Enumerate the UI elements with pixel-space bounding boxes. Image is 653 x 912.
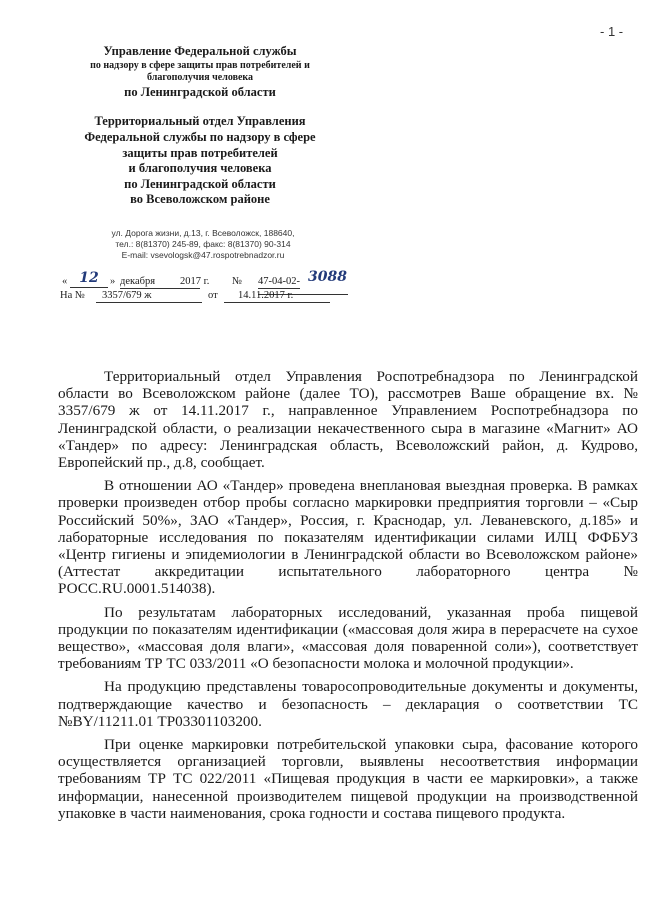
body-paragraph: На продукцию представлены товаросопроводительные документы и документы, подтверждающие качество и безопасность – декларация о соответствии ТС №BY/11211.01 ТР03301103200. bbox=[58, 678, 638, 730]
dept-line: и благополучия человека bbox=[128, 161, 272, 176]
reg-month: декабря bbox=[120, 276, 200, 289]
org-line: Управление Федеральной службы bbox=[103, 44, 297, 58]
org-line: по надзору в сфере защиты прав потребителей и bbox=[90, 59, 310, 71]
reg-day: 12 bbox=[70, 270, 108, 288]
dept-line: по Ленинградской области bbox=[124, 176, 276, 191]
address-line: ул. Дорога жизни, д.13, г. Всеволожск, 188640, bbox=[111, 228, 295, 238]
reg-number-handwritten: 3088 bbox=[308, 269, 347, 285]
body-paragraph: По результатам лабораторных исследований, указанная проба пищевой продукции по показателям идентификации («массовая доля жира в перерасчете на сухое вещество», «массовая доля влаги», «массовая доля поваренной соли»), соответствует требованиям ТР ТС 033/2011 «О безопасности молока и молочной продукции». bbox=[58, 603, 638, 673]
org-line: благополучия человека bbox=[146, 72, 254, 84]
address-block bbox=[108, 228, 298, 261]
body-paragraph: В отношении АО «Тандер» проведена внеплановая выездная проверка. В рамках проверки произведен отбор пробы согласно маркировки предприятия торговли – «Сыр Российский 50%», ЗАО «Тандер», Россия, г. Краснодар, ул. Леваневского, д.185» и лабораторные исследования по показателям идентификации силами ИЛЦ ФФБУЗ «Центр гигиены и эпидемиологии в Ленинградской области во Всеволожском районе» (Аттестат аккредитации испытательного лабораторного центра № РОСС.RU.0001.514038). bbox=[58, 477, 638, 598]
dept-line: Территориальный отдел Управления bbox=[94, 114, 306, 129]
ref-date: 14.11.2017 г. bbox=[224, 290, 330, 303]
reg-number-prefix: 47-04-02- bbox=[258, 276, 300, 287]
org-line: по Ленинградской области bbox=[124, 84, 276, 99]
dept-line: во Всеволожском районе bbox=[130, 192, 270, 207]
letter-body bbox=[58, 368, 638, 828]
dept-line: защиты прав потребителей bbox=[122, 145, 278, 160]
reg-number-label: № bbox=[232, 276, 243, 287]
page-number: - 1 - bbox=[600, 24, 624, 39]
email-line: E-mail: vsevologsk@47.rospotrebnadzor.ru bbox=[121, 250, 285, 261]
phone-line: тел.: 8(81370) 245-89, факс: 8(81370) 90-314 bbox=[115, 239, 291, 250]
ref-date-label: от bbox=[208, 290, 218, 301]
body-paragraph: Территориальный отдел Управления Роспотребнадзора по Ленинградской области во Всеволожском районе (далее ТО), рассмотрев Ваше обращение вх. № 3357/679 ж от 14.11.2017 г., направленное Управлением Роспотребнадзора по Ленинградской области, о реализации некачественного сыра в магазине «Магнит» АО «Тандер» по адресу: Ленинградская область, Всеволожский район, д. Кудрово, Европейский пр., д.8, сообщает. bbox=[58, 368, 638, 472]
ref-number: 3357/679 ж bbox=[96, 290, 202, 303]
dept-line: Федеральной службы по надзору в сфере bbox=[84, 129, 316, 144]
body-paragraph: При оценке маркировки потребительской упаковки сыра, фасование которого осуществляется организацией торговли, выявлены несоответствия информации требованиям ТР ТС 022/2011 «Пищевая продукция в части ее маркировки», а также информации, нанесенной производителем пищевой продукции на производственной упаковке в части наименования, срока годности и состава пищевого продукта. bbox=[58, 736, 638, 822]
ref-label: На № bbox=[60, 290, 85, 301]
letterhead bbox=[60, 44, 340, 208]
reg-year: 2017 г. bbox=[180, 276, 210, 287]
